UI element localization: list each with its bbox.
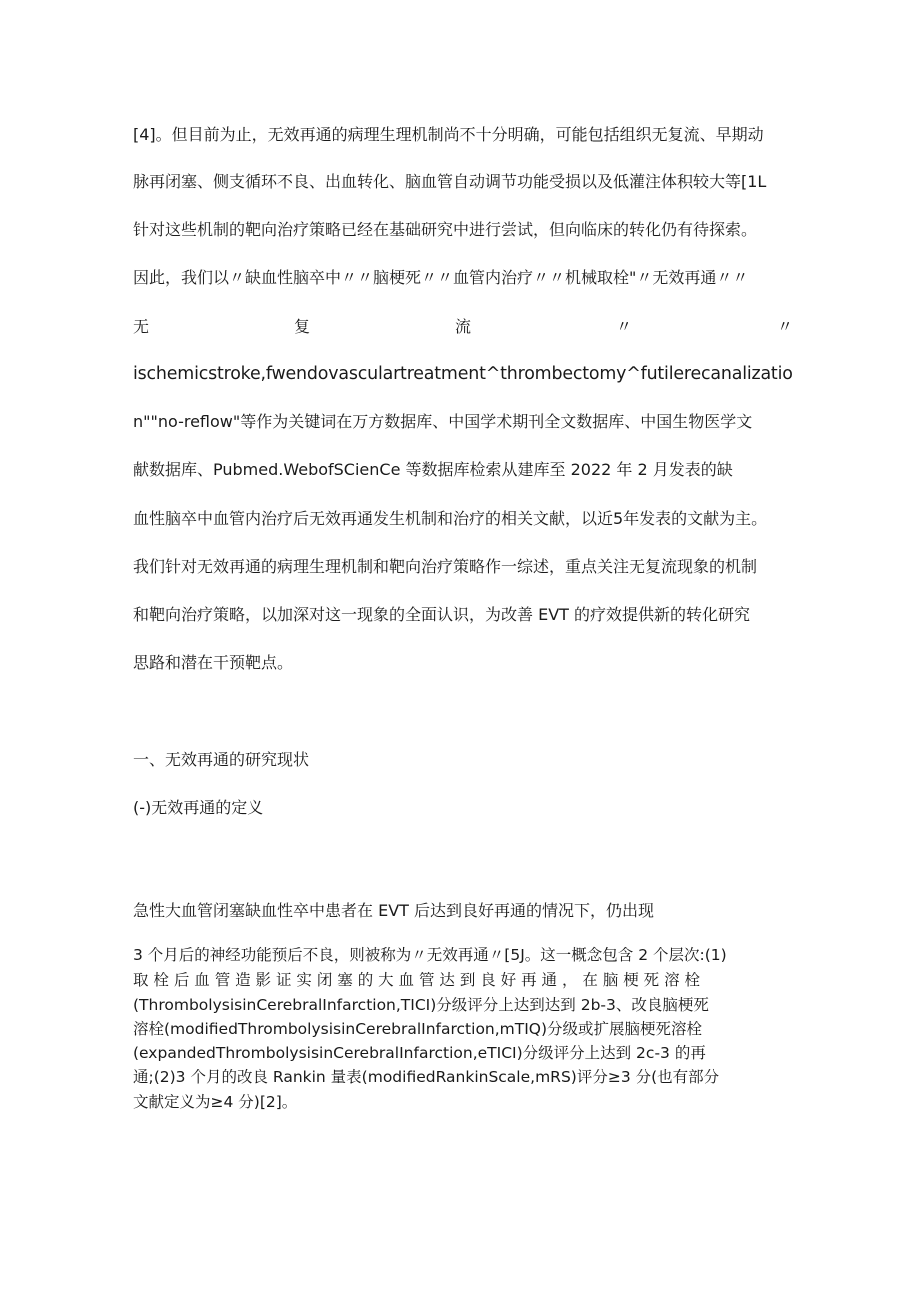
definition-line-4: 溶栓(modifiedThrombolysisinCerebralInfarction,mTIQ)分级或扩展脑梗死溶栓 bbox=[133, 1020, 703, 1038]
intro-line-4: 因此，我们以〃缺血性脑卒中〃〃脑梗死〃〃血管内治疗〃〃机械取栓"〃无效再通〃〃 bbox=[133, 268, 749, 287]
intro-line-keywords-en: ischemicstroke,fwendovasculartreatment^thrombectomy^futilerecanalizatio bbox=[133, 363, 793, 384]
spaced-char: 无 bbox=[133, 317, 150, 336]
intro-spaced-line bbox=[133, 316, 793, 338]
intro-line-8: 血性脑卒中血管内治疗后无效再通发生机制和治疗的相关文献，以近5年发表的文献为主。 bbox=[133, 509, 768, 528]
intro-line-9: 我们针对无效再通的病理生理机制和靶向治疗策略作一综述，重点关注无复流现象的机制 bbox=[133, 557, 758, 576]
intro-line-11: 思路和潜在干预靶点。 bbox=[133, 653, 294, 672]
definition-line-6: 通;(2)3 个月的改良 Rankin 量表(modifiedRankinScale,mRS)评分≥3 分(也有部分 bbox=[133, 1068, 720, 1086]
section-heading: 一、无效再通的研究现状 bbox=[133, 750, 310, 769]
definition-first-line: 急性大血管闭塞缺血性卒中患者在 EVT 后达到良好再通的情况下，仍出现 bbox=[133, 901, 655, 920]
intro-line-6: n""no-reflow"等作为关键词在万方数据库、中国学术期刊全文数据库、中国生物医学文 bbox=[133, 412, 753, 431]
definition-line-2: 取 栓 后 血 管 造 影 证 实 闭 塞 的 大 血 管 达 到 良 好 再 通 ， 在 脑 梗 死 溶 栓 bbox=[133, 971, 701, 989]
definition-line-1: 3 个月后的神经功能预后不良，则被称为〃无效再通〃[5J。这一概念包含 2 个层次:(1) bbox=[133, 946, 727, 964]
definition-line-5: (expandedThrombolysisinCerebralInfarction,eTICI)分级评分上达到 2c-3 的再 bbox=[133, 1044, 706, 1062]
intro-line-3: 针对这些机制的靶向治疗策略已经在基础研究中进行尝试，但向临床的转化仍有待探索。 bbox=[133, 220, 758, 239]
spaced-char: 〃 bbox=[615, 317, 632, 336]
intro-line-7: 献数据库、Pubmed.WebofSCienCe 等数据库检索从建库至 2022 年 2 月发表的缺 bbox=[133, 460, 733, 479]
spaced-char: 复 bbox=[293, 317, 310, 336]
spaced-char: 流 bbox=[454, 317, 471, 336]
spaced-char: 〃 bbox=[776, 317, 793, 336]
definition-line-7: 文献定义为≥4 分)[2]。 bbox=[133, 1093, 298, 1111]
intro-line-2: 脉再闭塞、侧支循环不良、出血转化、脑血管自动调节功能受损以及低灌注体积较大等[1L bbox=[133, 172, 767, 191]
intro-line-1: [4]。但目前为止，无效再通的病理生理机制尚不十分明确，可能包括组织无复流、早期动 bbox=[133, 125, 764, 144]
intro-line-10: 和靶向治疗策略，以加深对这一现象的全面认识，为改善 EVT 的疗效提供新的转化研究 bbox=[133, 605, 751, 624]
definition-line-3: (ThrombolysisinCerebralInfarction,TICI)分级评分上达到达到 2b-3、改良脑梗死 bbox=[133, 996, 709, 1014]
subsection-heading: (-)无效再通的定义 bbox=[133, 798, 264, 817]
